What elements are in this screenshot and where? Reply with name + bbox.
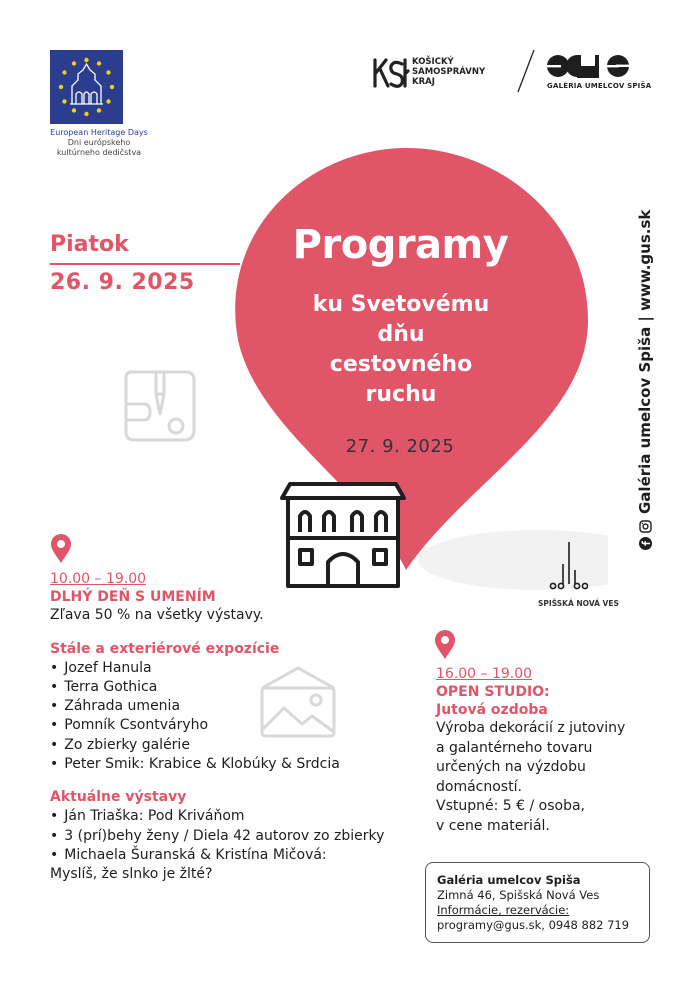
vertical-website-strip [636, 210, 654, 550]
event2-description-line: Výroba dekorácií z jutoviny [436, 720, 626, 736]
contact-info-label: Informácie, rezervácie: [437, 903, 570, 917]
gus-logo-mark [546, 54, 630, 78]
contact-name: Galéria umelcov Spiša [437, 873, 581, 887]
event2-description-line: určených na výzdobu [436, 759, 586, 775]
event1-title: DLHÝ DEŇ S UMENÍM [50, 589, 216, 605]
logo-divider [514, 48, 538, 94]
ksk-text: KOŠICKÝ SAMOSPRÁVNY KRAJ [412, 57, 486, 87]
poster-title: Programy [292, 222, 509, 268]
map-pin-icon [50, 534, 72, 564]
social-icons [639, 520, 652, 550]
event2-title: OPEN STUDIO: [436, 684, 550, 700]
contact-email-phone[interactable]: programy@gus.sk, 0948 882 719 [437, 918, 630, 932]
current-exhibitions-title: Aktuálne výstavy [50, 789, 187, 806]
gus-caption: GALÉRIA UMELCOV SPIŠA [547, 82, 652, 90]
event2-description-line: v cene materiál. [436, 817, 550, 834]
poster-subtitle: ku Svetovému dňu cestovného ruchu [312, 292, 490, 407]
current-exhibitions-list [50, 807, 430, 865]
palette-brush-icon [120, 368, 200, 448]
contact-box [425, 862, 650, 943]
left-column [50, 570, 430, 885]
event2-time: 16.00 – 19.00 [436, 666, 533, 682]
world-tourism-day-date: 27. 9. 2025 [345, 436, 455, 457]
event1-text: Zľava 50 % na všetky výstavy. [50, 607, 264, 623]
list-item: • Záhrada umenia [50, 697, 430, 716]
event2-description-line: Vstupné: 5 € / osoba, [436, 798, 585, 814]
gallery-website-text: Galéria umelcov Spiša | www.gus.sk [636, 209, 654, 514]
event2-description-line: domácností. [436, 778, 522, 795]
list-item: • Ján Triaška: Pod Kriváňom [50, 807, 430, 826]
map-pin-icon [434, 630, 456, 660]
list-item: • Peter Smik: Krabice & Klobúky & Srdcia [50, 755, 430, 774]
event-date: 26. 9. 2025 [50, 270, 195, 295]
list-item: • Zo zbierky galérie [50, 736, 430, 755]
european-heritage-days-logo [50, 50, 123, 124]
date-underline [50, 263, 240, 265]
event2-subtitle: Jutová ozdoba [436, 702, 548, 718]
permanent-exhibitions-title: Stále a exteriérové expozície [50, 640, 280, 657]
right-column [436, 665, 676, 836]
permanent-exhibitions-list [50, 659, 430, 775]
spisska-nova-ves-logo [548, 540, 588, 595]
event2-description-line: a galantérneho tovaru [436, 739, 593, 756]
event1-time: 10.00 – 19.00 [50, 571, 147, 587]
contact-address: Zimná 46, Spišská Nová Ves [437, 888, 600, 902]
instagram-icon[interactable] [639, 520, 652, 533]
snv-caption: SPIŠSKÁ NOVÁ VES [538, 599, 619, 608]
list-item: • Terra Gothica [50, 678, 430, 697]
facebook-icon[interactable] [639, 537, 652, 550]
eu-caption: European Heritage Days Dni európskeho kultúrneho dedičstva [50, 128, 148, 157]
list-item: • Pomník Csontváryho [50, 716, 430, 735]
event-day: Piatok [50, 232, 129, 257]
list-item: • 3 (prí)behy ženy / Diela 42 autorov zo zbierky [50, 827, 430, 846]
list-item-continuation: Myslíš, že slnko je žlté? [50, 866, 213, 883]
list-item: • Michaela Šuranská & Kristína Mičová: [50, 846, 430, 865]
list-item: • Jozef Hanula [50, 659, 430, 678]
